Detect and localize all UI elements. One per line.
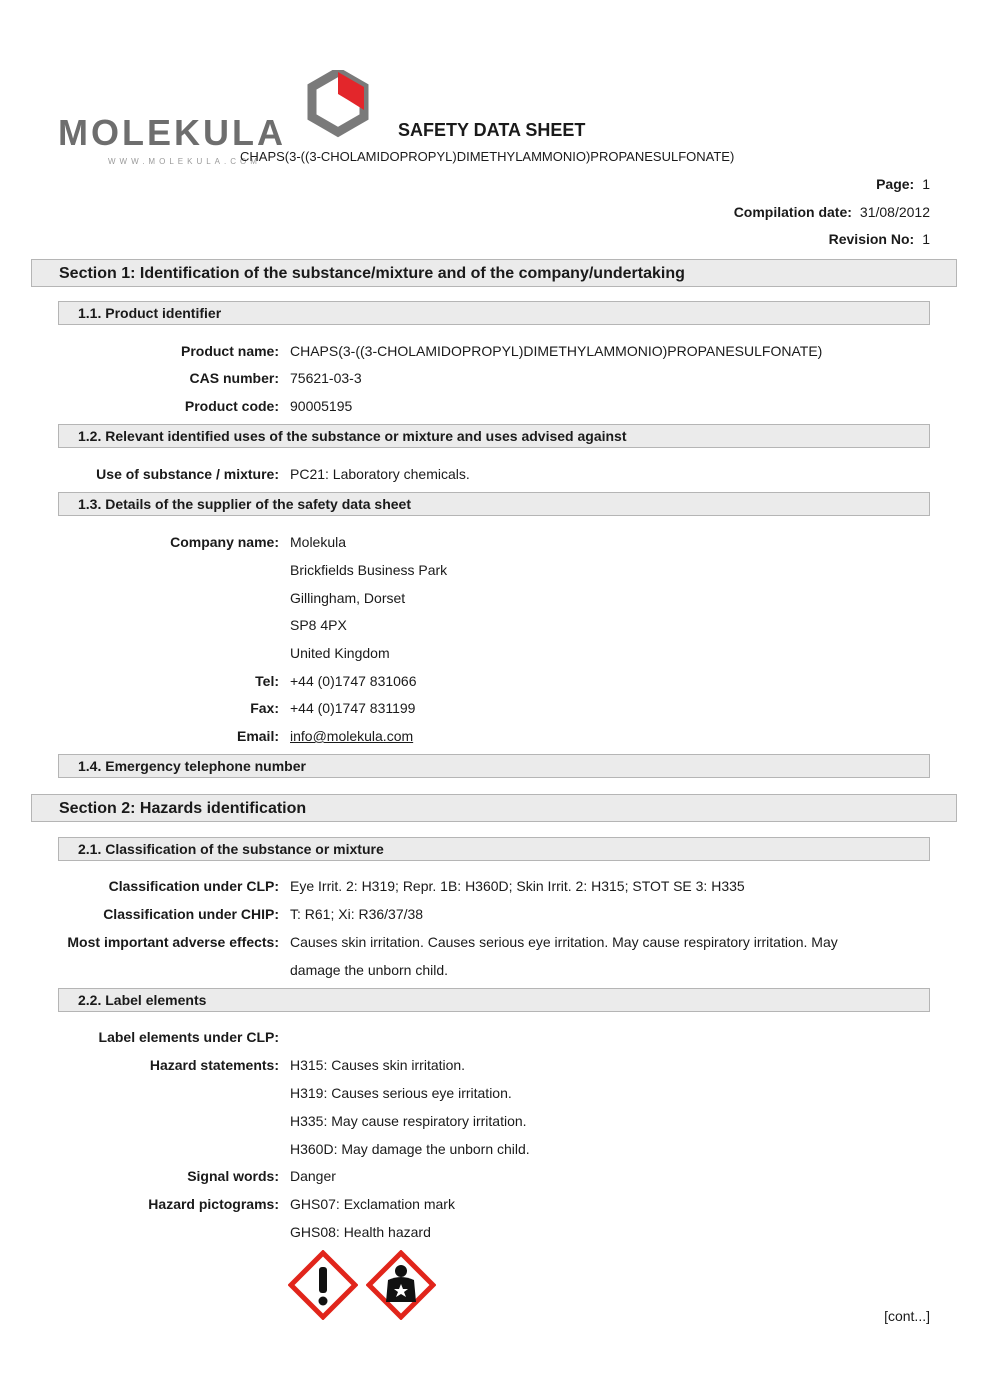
section-1-header: Section 1: Identification of the substance/mixture and of the company/undertaking: [31, 259, 957, 287]
adverse-effects-label: Most important adverse effects:: [67, 934, 279, 950]
ghs07-exclamation-icon: [288, 1250, 358, 1320]
chip-label: Classification under CHIP:: [103, 906, 279, 922]
pictogram-name: GHS07: Exclamation mark: [290, 1196, 455, 1212]
chip-value: T: R61; Xi: R36/37/38: [290, 906, 424, 922]
hazard-statement: H319: Causes serious eye irritation.: [290, 1085, 512, 1101]
address-line: Molekula: [290, 534, 347, 550]
email-link[interactable]: info@molekula.com: [290, 728, 414, 744]
hazard-statements-label: Hazard statements:: [149, 1057, 279, 1073]
company-name-label: Company name:: [170, 534, 279, 550]
address-line: United Kingdom: [290, 645, 390, 661]
use-value: PC21: Laboratory chemicals.: [290, 466, 470, 482]
cas-number-label: CAS number:: [189, 370, 279, 386]
hexagon-icon: [312, 72, 364, 132]
document-title: SAFETY DATA SHEET: [398, 120, 586, 140]
subsection-1-3-header: 1.3. Details of the supplier of the safety data sheet: [58, 492, 930, 516]
hazard-statement: H335: May cause respiratory irritation.: [290, 1113, 527, 1129]
hazard-statement: H360D: May damage the unborn child.: [290, 1141, 530, 1157]
use-label: Use of substance / mixture:: [96, 466, 279, 482]
hazard-pictograms-label: Hazard pictograms:: [148, 1196, 279, 1212]
clp-label: Classification under CLP:: [108, 878, 279, 894]
logo-wordmark: MOLEKULA: [58, 112, 286, 153]
hazard-statement: H315: Causes skin irritation.: [290, 1057, 466, 1073]
subsection-1-4-header: 1.4. Emergency telephone number: [58, 754, 930, 778]
logo-url: WWW.MOLEKULA.COM: [108, 157, 261, 166]
fax-value: +44 (0)1747 831199: [290, 700, 416, 716]
product-code-value: 90005195: [290, 398, 353, 414]
label-elements-label: Label elements under CLP:: [98, 1029, 279, 1045]
signal-words-label: Signal words:: [187, 1168, 279, 1184]
product-name-value: CHAPS(3-((3-CHOLAMIDOPROPYL)DIMETHYLAMMONIO)PROPANESULFONATE): [290, 343, 823, 359]
address-line: Brickfields Business Park: [290, 562, 448, 578]
subsection-2-2-header: 2.2. Label elements: [58, 988, 930, 1012]
compilation-date: Compilation date: 31/08/2012: [733, 204, 930, 220]
product-code-label: Product code:: [184, 398, 279, 414]
product-name-label: Product name:: [180, 343, 279, 359]
continued-note: [cont...]: [884, 1308, 930, 1324]
address-line: Gillingham, Dorset: [290, 590, 406, 606]
cas-number-value: 75621-03-3: [290, 370, 362, 386]
clp-value: Eye Irrit. 2: H319; Repr. 1B: H360D; Skin Irrit. 2: H315; STOT SE 3: H335: [290, 878, 745, 894]
subsection-1-2-header: 1.2. Relevant identified uses of the substance or mixture and uses advised against: [58, 424, 930, 448]
pictogram-name: GHS08: Health hazard: [290, 1224, 431, 1240]
ghs08-health-hazard-icon: [366, 1250, 436, 1320]
tel-label: Tel:: [255, 673, 279, 689]
subsection-1-1-header: 1.1. Product identifier: [58, 301, 930, 325]
address-line: SP8 4PX: [290, 617, 347, 633]
section-2-header: Section 2: Hazards identification: [31, 794, 957, 822]
tel-value: +44 (0)1747 831066: [290, 673, 417, 689]
signal-words-value: Danger: [290, 1168, 336, 1184]
page-number: Page: 1: [876, 176, 930, 192]
fax-label: Fax:: [250, 700, 279, 716]
email-label: Email:: [236, 728, 279, 744]
document-subtitle: CHAPS(3-((3-CHOLAMIDOPROPYL)DIMETHYLAMMONIO)PROPANESULFONATE): [240, 149, 735, 164]
subsection-2-1-header: 2.1. Classification of the substance or mixture: [58, 837, 930, 861]
revision-number: Revision No: 1: [828, 231, 930, 247]
adverse-effects-value: Causes skin irritation. Causes serious eye irritation. May cause respiratory irritation. May damage the unborn child.: [290, 934, 838, 978]
